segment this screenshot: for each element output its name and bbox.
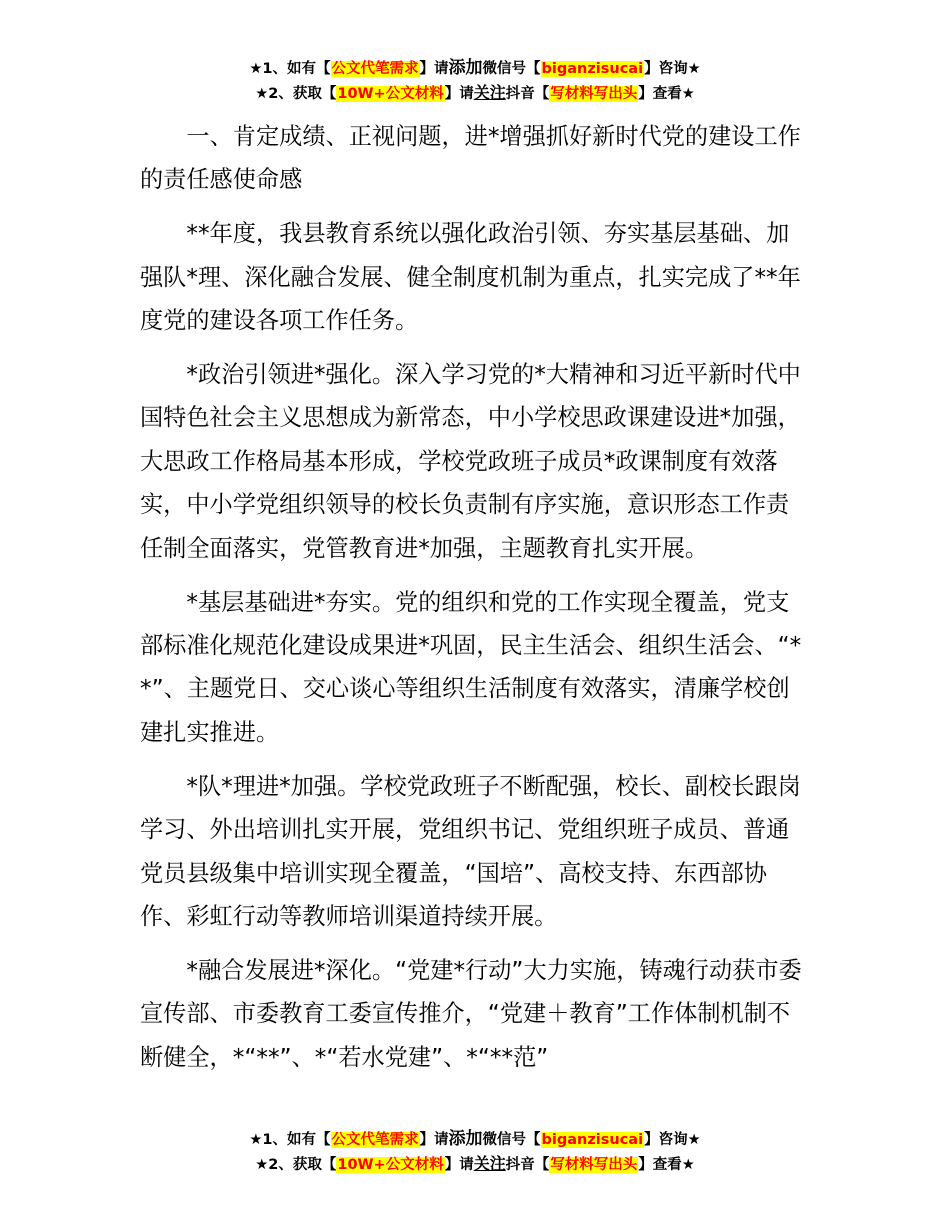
banner-text: 抖音【 — [505, 86, 550, 102]
banner-text: 】请 — [419, 61, 449, 77]
star-icon: ★ — [681, 86, 695, 102]
paragraph: *政治引领进*强化。深入学习党的*大精神和习近平新时代中国特色社会主义思想成为新常态，中小学校思政课建设进*加强，大思政工作格局基本形成，学校党政班子成员*政课制度有效落实，中小学党组织领导的校长负责制有序实施，意识形态工作责任制全面落实，党管教育进*加强，主题教育扎实开展。 — [140, 361, 801, 562]
star-icon: ★ — [249, 1132, 263, 1148]
paragraph: *队*理进*加强。学校党政班子不断配强，校长、副校长跟岗学习、外出培训扎实开展，党组织书记、党组织班子成员、普通党员县级集中培训实现全覆盖，“国培”、高校支持、东西部协作、彩虹行动等教师培训渠道持续开展。 — [140, 772, 801, 930]
banner-text: 微信号【 — [482, 1132, 541, 1148]
highlight-service: 公文代笔需求 — [331, 61, 419, 77]
banner-emphasis: 添加 — [448, 58, 483, 78]
banner-text: 2、获取【 — [268, 1157, 337, 1173]
banner-text: 】咨询 — [644, 1132, 688, 1148]
banner-line-2 — [0, 1152, 950, 1177]
paragraph: *基层基础进*夯实。党的组织和党的工作实现全覆盖，党支部标准化规范化建设成果进*巩固，民主生活会、组织生活会、“**”、主题党日、交心谈心等组织生活制度有效落实，清廉学校创建扎实推进。 — [140, 588, 802, 746]
star-icon: ★ — [249, 61, 263, 77]
banner-text: 】请 — [444, 1157, 474, 1173]
star-icon: ★ — [255, 86, 269, 102]
header-banner — [0, 57, 950, 106]
banner-text: 】咨询 — [644, 61, 688, 77]
star-icon: ★ — [681, 1157, 695, 1173]
highlight-douyin: 写材料写出头 — [550, 1157, 638, 1173]
banner-line-2 — [0, 81, 950, 106]
banner-text: 2、获取【 — [268, 86, 337, 102]
banner-text: 抖音【 — [505, 1157, 550, 1173]
banner-line-1 — [0, 57, 950, 81]
banner-text: 微信号【 — [482, 61, 541, 77]
banner-text: 】请 — [419, 1132, 449, 1148]
banner-emphasis: 添加 — [448, 1129, 483, 1149]
banner-text: 】查看 — [638, 86, 682, 102]
star-icon: ★ — [687, 1132, 701, 1148]
section-heading: 一、肯定成绩、正视问题，进*增强抓好新时代党的建设工作的责任感使命感 — [140, 123, 801, 194]
highlight-wechat-id: biganzisucai — [541, 1132, 644, 1148]
star-icon: ★ — [255, 1157, 269, 1173]
banner-text: 1、如有【 — [262, 1132, 331, 1148]
document-body — [140, 115, 812, 1090]
highlight-douyin: 写材料写出头 — [550, 86, 638, 102]
paragraph: **年度，我县教育系统以强化政治引领、夯实基层基础、加强队*理、深化融合发展、健全制度机制为重点，扎实完成了**年度党的建设各项工作任务。 — [140, 220, 801, 335]
banner-emphasis: 关注 — [473, 83, 506, 102]
highlight-materials: 10W+公文材料 — [337, 1157, 444, 1173]
highlight-service: 公文代笔需求 — [331, 1132, 419, 1148]
highlight-materials: 10W+公文材料 — [337, 86, 444, 102]
banner-emphasis: 关注 — [473, 1154, 506, 1173]
banner-text: 】查看 — [638, 1157, 682, 1173]
banner-text: 1、如有【 — [262, 61, 331, 77]
footer-banner — [0, 1128, 950, 1177]
banner-text: 】请 — [444, 86, 474, 102]
highlight-wechat-id: biganzisucai — [541, 61, 644, 77]
banner-line-1 — [0, 1128, 950, 1152]
paragraph: *融合发展进*深化。“党建*行动”大力实施，铸魂行动获市委宣传部、市委教育工委宣传推介，“党建＋教育”工作体制机制不断健全，*“**”、*“若水党建”、*“**范” — [140, 956, 802, 1071]
star-icon: ★ — [687, 61, 701, 77]
